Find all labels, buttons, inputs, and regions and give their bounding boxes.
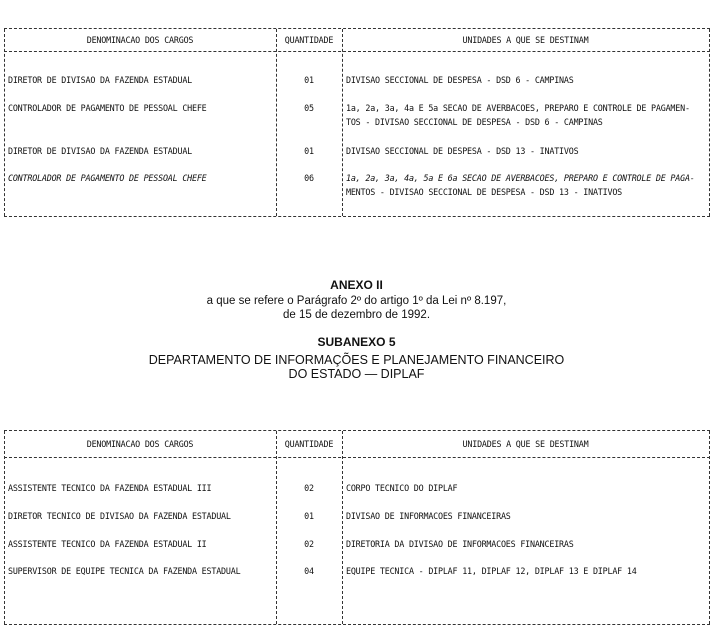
row-unidade: DIVISAO SECCIONAL DE DESPESA - DSD 6 - CAMPINAS [346, 75, 574, 85]
row-quantidade: 02 [304, 539, 314, 549]
table-border-left [4, 29, 5, 216]
table-border-left [4, 431, 5, 624]
row-unidade-cont: MENTOS - DIVISAO SECCIONAL DE DESPESA - DSD 13 - INATIVOS [346, 187, 623, 197]
row-unidade: CORPO TECNICO DO DIPLAF [346, 483, 458, 493]
header-unidades: UNIDADES A QUE SE DESTINAM [462, 439, 589, 449]
row-quantidade: 01 [304, 146, 314, 156]
row-cargo: ASSISTENTE TECNICO DA FAZENDA ESTADUAL II [8, 539, 207, 549]
row-unidade: 1a, 2a, 3a, 4a E 5a SECAO DE AVERBACOES, PREPARO E CONTROLE DE PAGAMEN- [346, 103, 690, 113]
department-name-line-2: DO ESTADO — DIPLAF [288, 367, 425, 381]
cargos-table-1 [4, 28, 710, 217]
row-cargo: DIRETOR DE DIVISAO DA FAZENDA ESTADUAL [8, 75, 193, 85]
row-quantidade: 01 [304, 75, 314, 85]
subannex-title: SUBANEXO 5 [317, 335, 396, 349]
table-header [4, 29, 710, 52]
table-border-right [709, 29, 710, 216]
row-unidade: 1a, 2a, 3a, 4a, 5a E 6a SECAO DE AVERBACOES, PREPARO E CONTROLE DE PAGA- [346, 173, 695, 183]
cargos-table-2 [4, 430, 710, 625]
row-cargo: DIRETOR TECNICO DE DIVISAO DA FAZENDA ESTADUAL [8, 511, 231, 521]
row-unidade: DIRETORIA DA DIVISAO DE INFORMACOES FINANCEIRAS [346, 539, 574, 549]
row-cargo: DIRETOR DE DIVISAO DA FAZENDA ESTADUAL [8, 146, 193, 156]
row-quantidade: 04 [304, 566, 314, 576]
column-divider [276, 29, 277, 216]
row-cargo: CONTROLADOR DE PAGAMENTO DE PESSOAL CHEFE [8, 173, 207, 183]
row-unidade-cont: TOS - DIVISAO SECCIONAL DE DESPESA - DSD 6 - CAMPINAS [346, 117, 603, 127]
column-divider [342, 431, 343, 624]
row-unidade: DIVISAO SECCIONAL DE DESPESA - DSD 13 - INATIVOS [346, 146, 579, 156]
row-quantidade: 05 [304, 103, 314, 113]
row-quantidade: 01 [304, 511, 314, 521]
annex-title: ANEXO II [330, 278, 383, 292]
annex-reference-line-1: a que se refere o Parágrafo 2º do artigo 1º da Lei nº 8.197, [206, 295, 507, 307]
column-divider [276, 431, 277, 624]
row-cargo: ASSISTENTE TECNICO DA FAZENDA ESTADUAL III [8, 483, 212, 493]
header-denominacao: DENOMINACAO DOS CARGOS [86, 439, 194, 449]
header-quantidade: QUANTIDADE [284, 439, 334, 449]
row-quantidade: 02 [304, 483, 314, 493]
table-header [4, 431, 710, 458]
table-border-right [709, 431, 710, 624]
column-divider [342, 29, 343, 216]
row-quantidade: 06 [304, 173, 314, 183]
row-unidade: DIVISAO DE INFORMACOES FINANCEIRAS [346, 511, 511, 521]
row-cargo: SUPERVISOR DE EQUIPE TECNICA DA FAZENDA ESTADUAL [8, 566, 241, 576]
header-unidades: UNIDADES A QUE SE DESTINAM [462, 35, 589, 45]
header-denominacao: DENOMINACAO DOS CARGOS [86, 35, 194, 45]
department-name-line-1: DEPARTAMENTO DE INFORMAÇÕES E PLANEJAMENTO FINANCEIRO [148, 353, 565, 367]
row-cargo: CONTROLADOR DE PAGAMENTO DE PESSOAL CHEFE [8, 103, 207, 113]
row-unidade: EQUIPE TECNICA - DIPLAF 11, DIPLAF 12, DIPLAF 13 E DIPLAF 14 [346, 566, 637, 576]
annex-reference-line-2: de 15 de dezembro de 1992. [282, 309, 431, 321]
header-quantidade: QUANTIDADE [284, 35, 334, 45]
